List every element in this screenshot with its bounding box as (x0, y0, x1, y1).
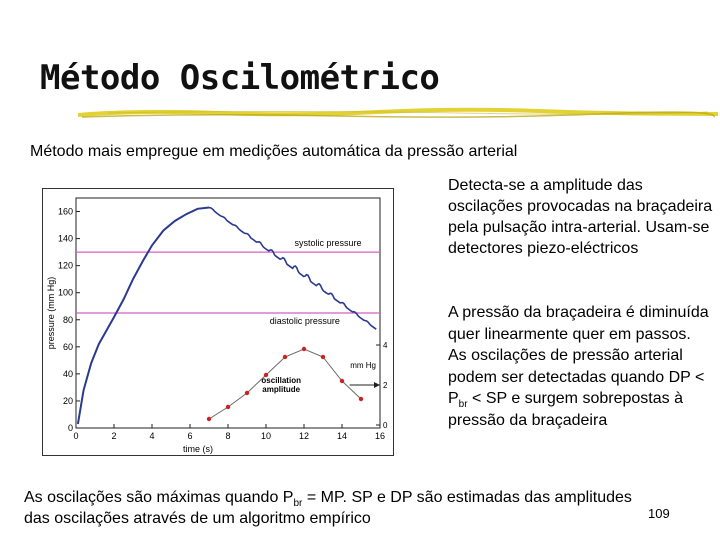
right-axis-unit: mm Hg (350, 361, 376, 370)
y-tick-label: 20 (62, 395, 73, 406)
y-tick-label: 40 (62, 368, 73, 379)
slide-subtitle: Método mais empregue em medições automática da pressão arterial (30, 143, 518, 160)
y-tick-label: 80 (62, 314, 73, 325)
max-oscillation-subscript: br (293, 498, 303, 510)
oscillometric-chart (42, 188, 394, 456)
cuff-pressure-text (448, 302, 713, 431)
cuff-pressure-subscript: br (458, 399, 468, 411)
figure-frame (43, 189, 394, 456)
title-underline (78, 105, 718, 123)
amplitude-point (321, 355, 325, 359)
x-tick-label: 0 (73, 431, 79, 441)
amplitude-point (226, 405, 230, 409)
right-tick-label: 2 (383, 381, 388, 390)
y-tick-label: 60 (62, 341, 73, 352)
x-axis-label: time (s) (183, 444, 213, 454)
y-tick-label: 160 (57, 206, 73, 217)
max-oscillation-text-a: As oscilações são máximas quando P (24, 489, 294, 506)
amplitude-point (207, 417, 211, 421)
cuff-pressure-text-b: < SP e surgem sobrepostas à pressão da braçadeira (448, 390, 683, 429)
amplitude-detection-text: Detecta-se a amplitude das oscilações provocadas na braçadeira pela pulsação intra-arterial. Usam-se detectores piezo-eléctricos (448, 177, 713, 257)
x-tick-label: 6 (187, 431, 193, 441)
x-tick-label: 10 (260, 431, 272, 441)
amplitude-point (283, 355, 287, 359)
amplitude-point (359, 397, 363, 401)
x-tick-label: 4 (149, 431, 155, 441)
amplitude-point (302, 347, 306, 351)
x-tick-label: 14 (336, 431, 348, 441)
oscillation-label-line1: oscillation (261, 376, 301, 385)
systolic-label: systolic pressure (294, 238, 362, 249)
max-oscillation-text (24, 487, 634, 529)
diastolic-label: diastolic pressure (269, 316, 340, 326)
right-tick-label: 4 (383, 341, 388, 350)
y-tick-label: 140 (57, 233, 73, 244)
max-oscillation-text-b: = MP. SP e DP são estimadas das amplitudes das oscilações através de um algoritmo empírico (24, 489, 632, 527)
amplitude-point (340, 379, 344, 383)
y-tick-label: 120 (57, 260, 73, 271)
y-tick-label: 0 (67, 423, 73, 433)
slide-title: Método Oscilométrico (40, 58, 440, 98)
amplitude-point (245, 391, 249, 395)
oscillation-label-line2: amplitude (262, 385, 301, 394)
cuff-pressure-text-a: A pressão da braçadeira é diminuída quer linearmente quer em passos. As oscilações de pressão arterial podem ser detectadas quando DP < P (448, 304, 709, 407)
y-tick-label: 100 (57, 287, 73, 298)
x-tick-label: 16 (374, 431, 386, 441)
x-tick-label: 8 (225, 431, 231, 441)
page-number: 109 (648, 506, 670, 521)
right-tick-label: 0 (383, 421, 388, 430)
y-axis-label: pressure (mm Hg) (46, 276, 56, 350)
x-tick-label: 2 (111, 431, 117, 441)
x-tick-label: 12 (298, 431, 310, 441)
